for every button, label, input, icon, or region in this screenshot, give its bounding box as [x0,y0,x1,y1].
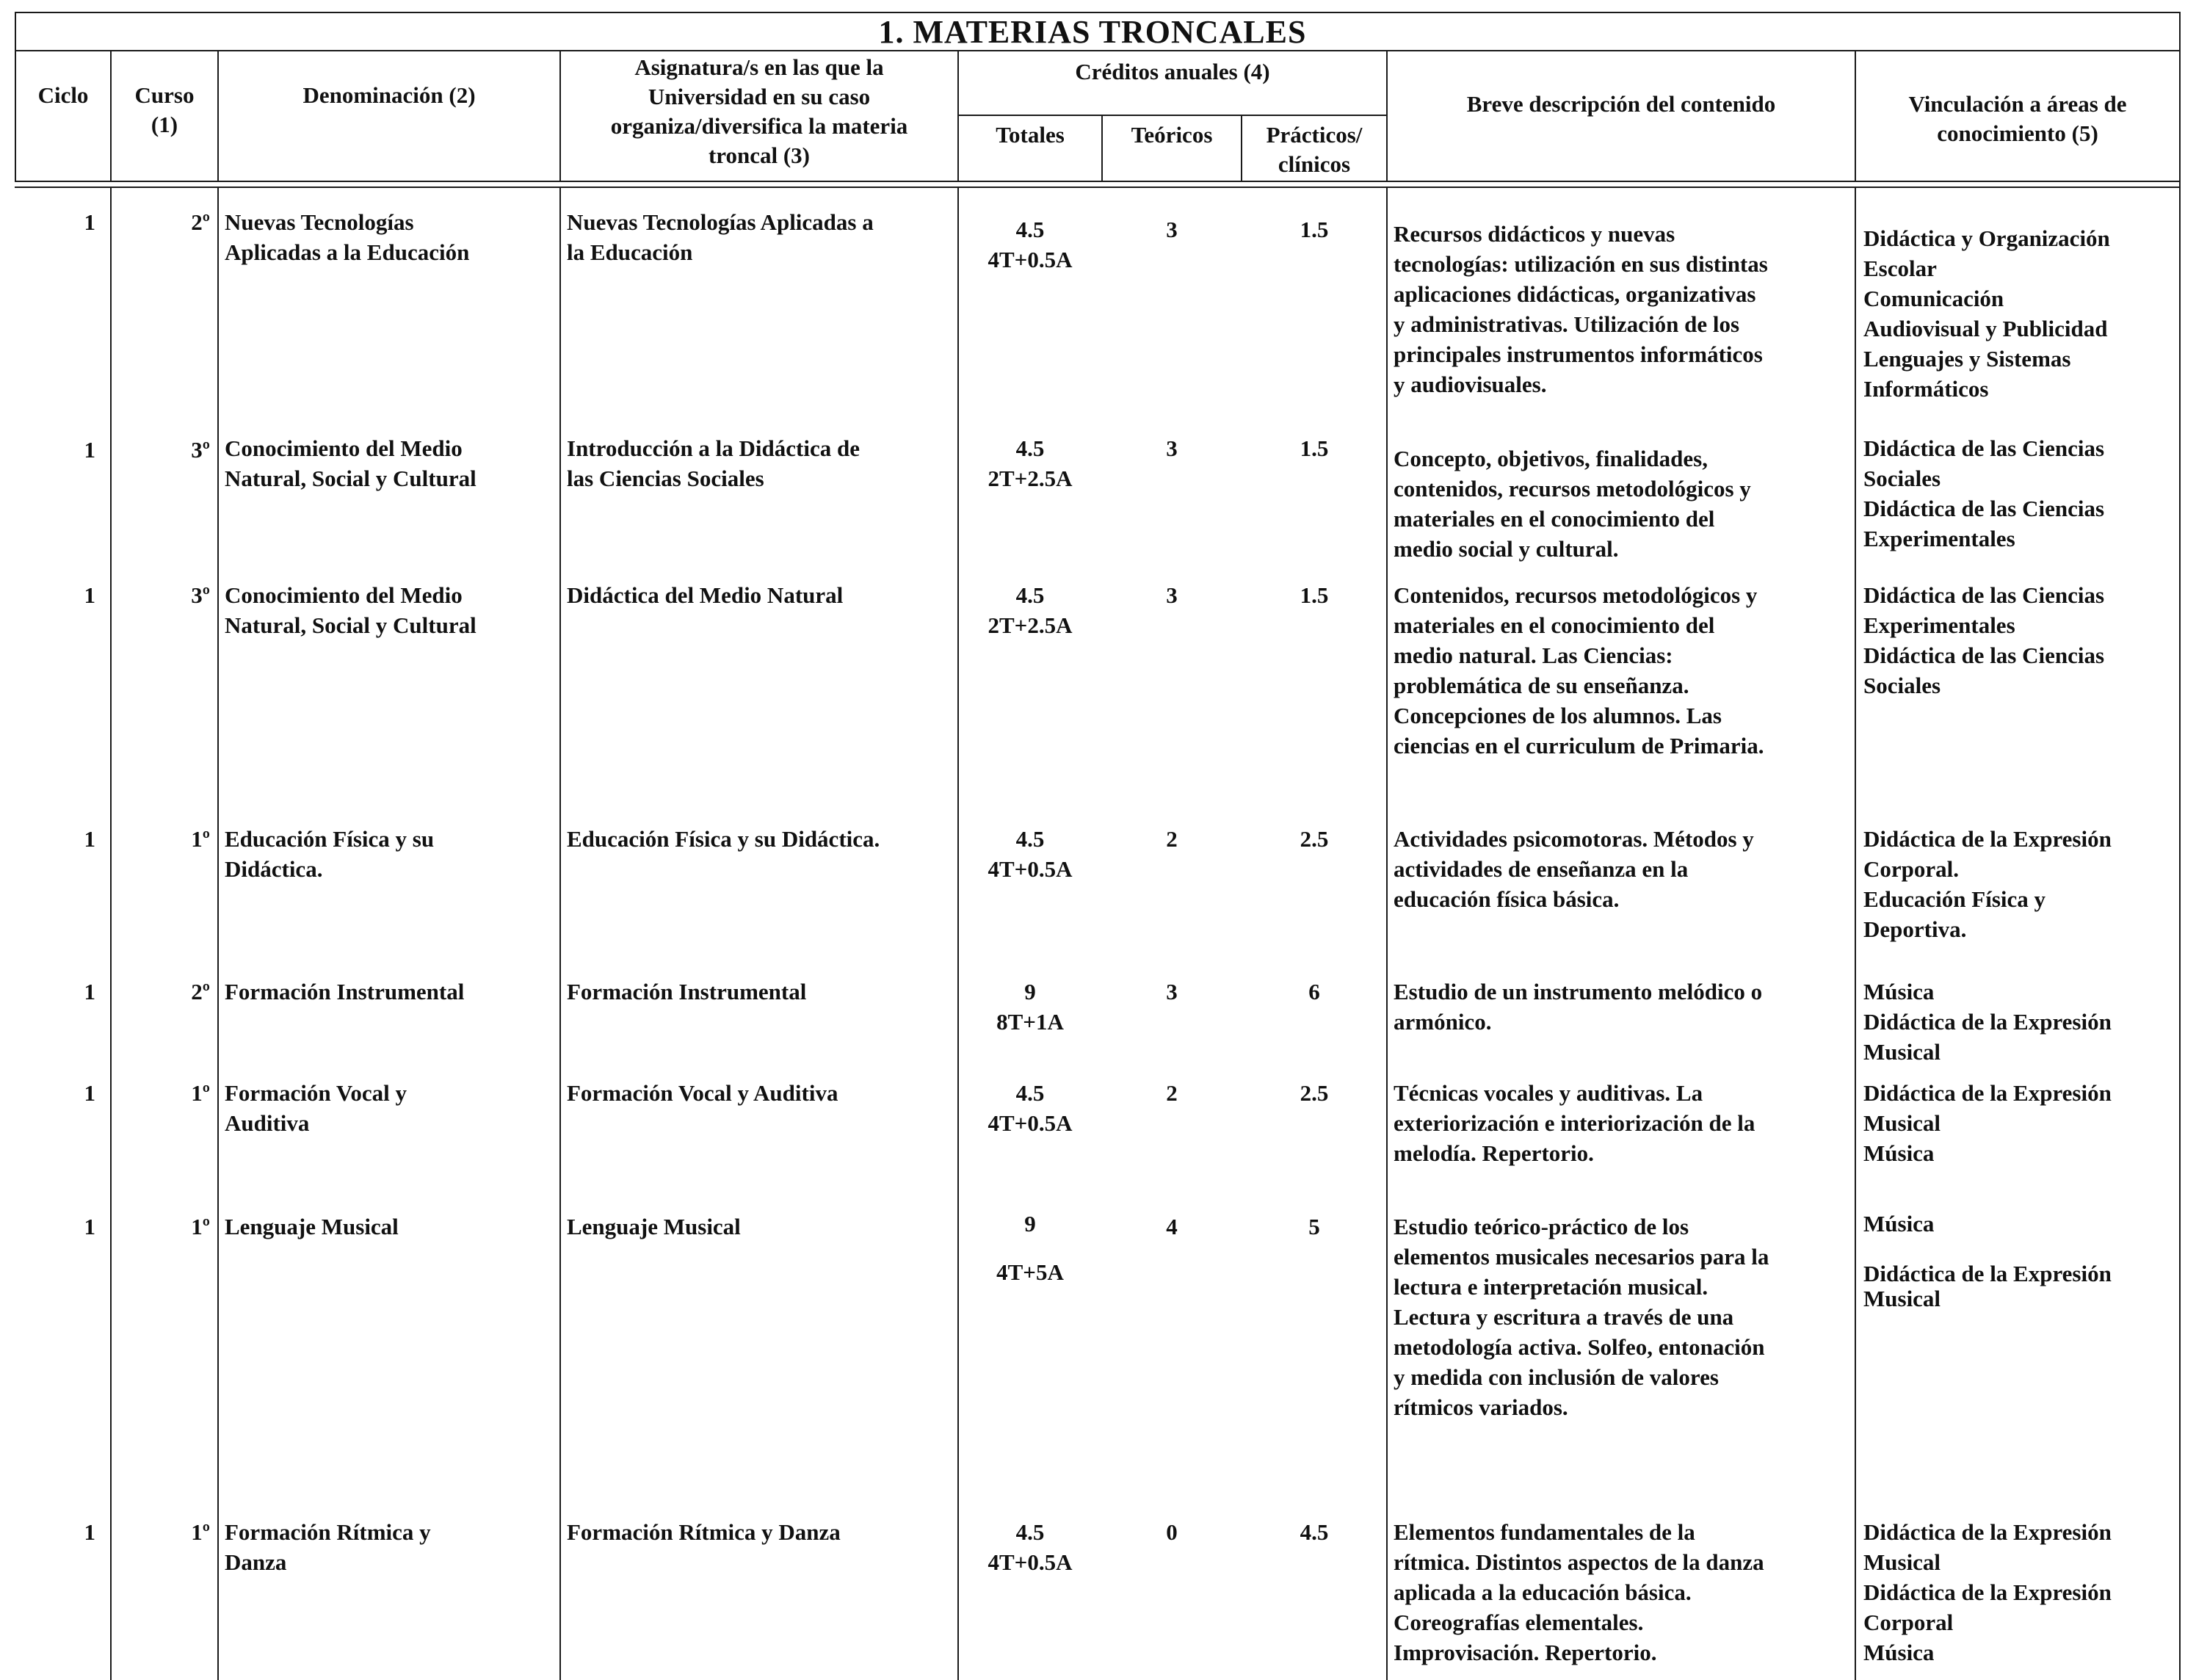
row1-descripcion: Recursos didácticos y nuevas tecnologías: utilización en sus distintas aplicaciones didácticas, organizativas y administrativas. Utilización de los principales instrumentos informáticos y audiovisuales. [1394,221,1768,397]
row7-asignatura: Lenguaje Musical [567,1214,741,1239]
row5-descripcion: Estudio de un instrumento melódico o armónico. [1394,979,1763,1035]
row5-ciclo: 1 [84,979,95,1004]
row1-practicos: 1.5 [1300,217,1329,242]
row2-totales: 4.5 2T+2.5A [988,435,1073,491]
table-title: 1. MATERIAS TRONCALES [878,14,1307,50]
row7-descripcion: Estudio teórico-práctico de los elementos musicales necesarios para la lectura e interpretación musical. Lectura y escritura a través de una metodología activa. Solfeo, entonación y medida con inclusión de valores rítmicos variados. [1394,1214,1769,1420]
row7-totales: 9 4T+5A [996,1211,1064,1285]
row1-ciclo: 1 [84,209,95,235]
row6-descripcion: Técnicas vocales y auditivas. La exteriorización e interiorización de la melodía. Repertorio. [1394,1080,1755,1166]
row8-ciclo: 1 [84,1519,95,1545]
row6-curso: 1º [191,1080,210,1106]
row1-totales: 4.5 4T+0.5A [988,217,1073,272]
row8-asignatura: Formación Rítmica y Danza [567,1519,841,1545]
row4-teoricos: 2 [1166,826,1178,852]
header-practicos: Prácticos/ clínicos [1266,122,1363,177]
row2-vinculacion: Didáctica de las Ciencias Sociales Didáctica de las Ciencias Experimentales [1863,435,2105,551]
header-asignatura: Asignatura/s en las que la Universidad en su caso organiza/diversifica la materia troncal (3) [610,54,908,168]
row8-practicos: 4.5 [1300,1519,1329,1545]
row1-asignatura: Nuevas Tecnologías Aplicadas a la Educación [567,209,874,265]
row4-descripcion: Actividades psicomotoras. Métodos y actividades de enseñanza en la educación física básica. [1394,826,1754,912]
row7-practicos: 5 [1308,1214,1320,1239]
row1-vinculacion: Didáctica y Organización Escolar Comunicación Audiovisual y Publicidad Lenguajes y Sistemas Informáticos [1863,225,2110,402]
row4-vinculacion: Didáctica de la Expresión Corporal. Educación Física y Deportiva. [1863,826,2112,942]
row4-practicos: 2.5 [1300,826,1329,852]
row3-descripcion: Contenidos, recursos metodológicos y materiales en el conocimiento del medio natural. Las Ciencias: problemática de su enseñanza. Concepciones de los alumnos. Las ciencias en el curriculum de Primaria. [1394,582,1764,758]
row5-vinculacion: Música Didáctica de la Expresión Musical [1863,979,2112,1065]
rule-body-curso [217,187,219,1680]
row6-teoricos: 2 [1166,1080,1178,1106]
rule-body-desc [1855,187,1856,1680]
row6-denominacion: Formación Vocal y Auditiva [225,1080,407,1136]
rule-creditos-subheader [959,115,1386,116]
row6-ciclo: 1 [84,1080,95,1106]
row3-curso: 3º [191,582,210,608]
row8-teoricos: 0 [1166,1519,1178,1545]
row5-denominacion: Formación Instrumental [225,979,465,1004]
row1-teoricos: 3 [1166,217,1178,242]
row4-ciclo: 1 [84,826,95,852]
row3-practicos: 1.5 [1300,582,1329,608]
row5-teoricos: 3 [1166,979,1178,1004]
row5-asignatura: Formación Instrumental [567,979,807,1004]
row4-asignatura: Educación Física y su Didáctica. [567,826,880,852]
header-descripcion: Breve descripción del contenido [1466,91,1776,117]
row6-asignatura: Formación Vocal y Auditiva [567,1080,838,1106]
row6-vinculacion: Didáctica de la Expresión Musical Música [1863,1080,2112,1166]
row3-ciclo: 1 [84,582,95,608]
row8-denominacion: Formación Rítmica y Danza [225,1519,431,1575]
row2-teoricos: 3 [1166,435,1178,461]
row8-curso: 1º [191,1519,210,1545]
row2-practicos: 1.5 [1300,435,1329,461]
row3-teoricos: 3 [1166,582,1178,608]
header-teoricos: Teóricos [1131,122,1213,148]
row8-descripcion: Elementos fundamentales de la rítmica. Distintos aspectos de la danza aplicada a la educación básica. Coreografías elementales. Improvisación. Repertorio. [1394,1519,1764,1665]
row7-vinculacion: Música Didáctica de la Expresión Musical [1863,1211,2112,1311]
row7-curso: 1º [191,1214,210,1239]
rule-hdr-curso [217,50,219,182]
row7-teoricos: 4 [1166,1214,1178,1239]
row6-totales: 4.5 4T+0.5A [988,1080,1073,1136]
header-ciclo: Ciclo [37,82,89,108]
header-denominacion: Denominación (2) [302,82,476,108]
row3-asignatura: Didáctica del Medio Natural [567,582,844,608]
row2-curso: 3º [191,437,210,463]
header-totales: Totales [996,122,1065,148]
rule-right-edge [2179,12,2181,1680]
row2-descripcion: Concepto, objetivos, finalidades, contenidos, recursos metodológicos y materiales en el conocimiento del medio social y cultural. [1394,446,1751,562]
row3-totales: 4.5 2T+2.5A [988,582,1073,638]
row6-practicos: 2.5 [1300,1080,1329,1106]
row5-practicos: 6 [1308,979,1320,1004]
row4-curso: 1º [191,826,210,852]
rule-body-ciclo [110,187,112,1680]
row2-denominacion: Conocimiento del Medio Natural, Social y Cultural [225,435,477,491]
row5-totales: 9 8T+1A [996,979,1064,1035]
row7-denominacion: Lenguaje Musical [225,1214,399,1239]
row4-denominacion: Educación Física y su Didáctica. [225,826,435,882]
row8-totales: 4.5 4T+0.5A [988,1519,1073,1575]
row5-curso: 2º [191,979,210,1004]
row2-ciclo: 1 [84,437,95,463]
row7-ciclo: 1 [84,1214,95,1239]
row2-asignatura: Introducción a la Didáctica de las Ciencias Sociales [567,435,860,491]
row3-vinculacion: Didáctica de las Ciencias Experimentales Didáctica de las Ciencias Sociales [1863,582,2105,698]
rule-body-creditos [1386,187,1388,1680]
rule-body-asign [957,187,959,1680]
row3-denominacion: Conocimiento del Medio Natural, Social y Cultural [225,582,477,638]
header-creditos: Créditos anuales (4) [1075,59,1270,84]
rule-body-denom [559,187,561,1680]
row8-vinculacion: Didáctica de la Expresión Musical Didáctica de la Expresión Corporal Música [1863,1519,2112,1665]
row1-curso: 2º [191,209,210,235]
header-vinculacion: Vinculación a áreas de conocimiento (5) [1908,91,2127,146]
header-curso: Curso (1) [134,82,195,137]
row4-totales: 4.5 4T+0.5A [988,826,1073,882]
row1-denominacion: Nuevas Tecnologías Aplicadas a la Educación [225,209,470,265]
